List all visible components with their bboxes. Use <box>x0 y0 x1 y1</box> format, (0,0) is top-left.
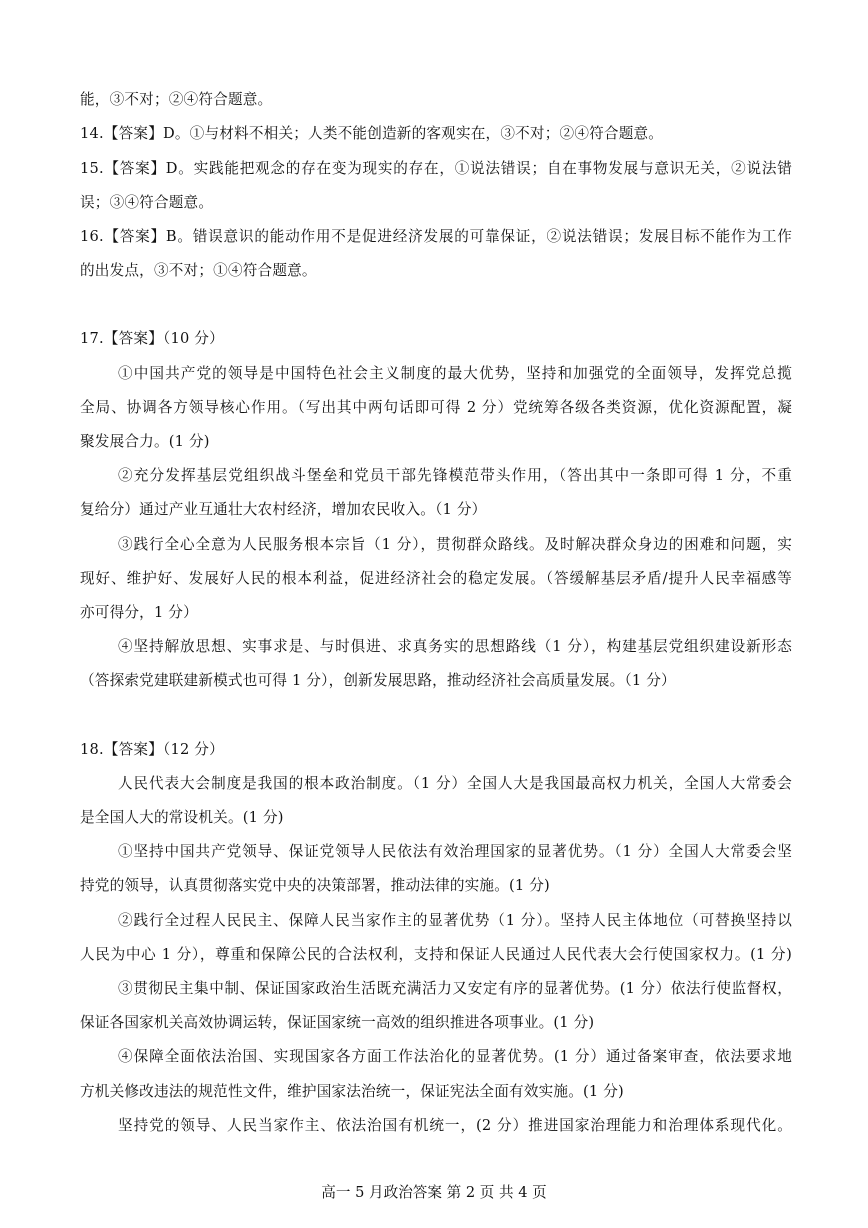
text-line: 的出发点，③不对；①④符合题意。 <box>80 262 317 279</box>
text-line: 持党的领导，认真贯彻落实党中央的决策部署，推动法律的实施。(1 分) <box>80 877 550 894</box>
text-line: 人民代表大会制度是我国的根本政治制度。（1 分）全国人大是我国最高权力机关，全国人大常委会 <box>118 775 792 792</box>
text-line: 现好、维护好、发展好人民的根本利益，促进经济社会的稳定发展。（答缓解基层矛盾/提升人民幸福感等 <box>80 570 792 587</box>
text-line: ②践行全过程人民民主、保障人民当家作主的显著优势（1 分）。坚持人民主体地位（可替换坚持以 <box>118 912 792 929</box>
text-line: 亦可得分，1 分） <box>80 604 198 621</box>
text-line: 保证各国家机关高效协调运转，保证国家统一高效的组织推进各项事业。(1 分) <box>80 1014 595 1031</box>
text-line: 全局、协调各方领导核心作用。（写出其中两句话即可得 2 分）党统筹各级各类资源，优化资源配置，凝 <box>80 399 792 416</box>
text-line: 人民为中心 1 分），尊重和保障公民的合法权利，支持和保证人民通过人民代表大会行使国家权力。(1 分) <box>80 946 792 963</box>
text-line: ④保障全面依法治国、实现国家各方面工作法治化的显著优势。(1 分）通过备案审查，依法要求地 <box>118 1048 792 1065</box>
text-line: （答探索党建联建新模式也可得 1 分），创新发展思路，推动经济社会高质量发展。（1 分） <box>80 672 676 689</box>
text-line: ④坚持解放思想、实事求是、与时俱进、求真务实的思想路线（1 分），构建基层党组织建设新形态 <box>118 638 792 655</box>
answer-16: 16.【答案】B。错误意识的能动作用不是促进经济发展的可靠保证，②说法错误；发展目标不能作为工作 <box>80 228 792 245</box>
answer-14: 14.【答案】D。①与材料不相关；人类不能创造新的客观实在，③不对；②④符合题意。 <box>80 125 664 142</box>
answer-17-heading: 17.【答案】（10 分） <box>80 330 224 347</box>
text-line: ②充分发挥基层党组织战斗堡垒和党员干部先锋模范带头作用，（答出其中一条即可得 1 分，不重 <box>118 467 792 484</box>
text-line: ①中国共产党的领导是中国特色社会主义制度的最大优势，坚持和加强党的全面领导，发挥党总揽 <box>118 365 792 382</box>
text-line: ①坚持中国共产党领导、保证党领导人民依法有效治理国家的显著优势。（1 分）全国人大常委会坚 <box>118 843 792 860</box>
answer-15: 15.【答案】D。实践能把观念的存在变为现实的存在，①说法错误；自在事物发展与意识无关，②说法错 <box>80 160 792 177</box>
text-line: ③践行全心全意为人民服务根本宗旨（1 分），贯彻群众路线。及时解决群众身边的困难和问题，实 <box>118 536 792 553</box>
text-line: ③贯彻民主集中制、保证国家政治生活既充满活力又安定有序的显著优势。(1 分）依法行使监督权， <box>118 980 792 997</box>
text-line: 误；③④符合题意。 <box>80 194 214 211</box>
text-line: 能，③不对；②④符合题意。 <box>80 91 273 108</box>
text-line: 聚发展合力。(1 分) <box>80 433 210 450</box>
text-line: 坚持党的领导、人民当家作主、依法治国有机统一，(2 分）推进国家治理能力和治理体系现代化。 <box>118 1117 792 1134</box>
text-line: 方机关修改违法的规范性文件，维护国家法治统一，保证宪法全面有效实施。(1 分) <box>80 1083 624 1100</box>
text-line: 是全国人大的常设机关。(1 分) <box>80 809 284 826</box>
page-footer: 高一 5 月政治答案 第 2 页 共 4 页 <box>321 1184 547 1201</box>
text-line: 复给分）通过产业互通壮大农村经济，增加农民收入。（1 分） <box>80 501 487 518</box>
answer-18-heading: 18.【答案】（12 分） <box>80 741 224 758</box>
